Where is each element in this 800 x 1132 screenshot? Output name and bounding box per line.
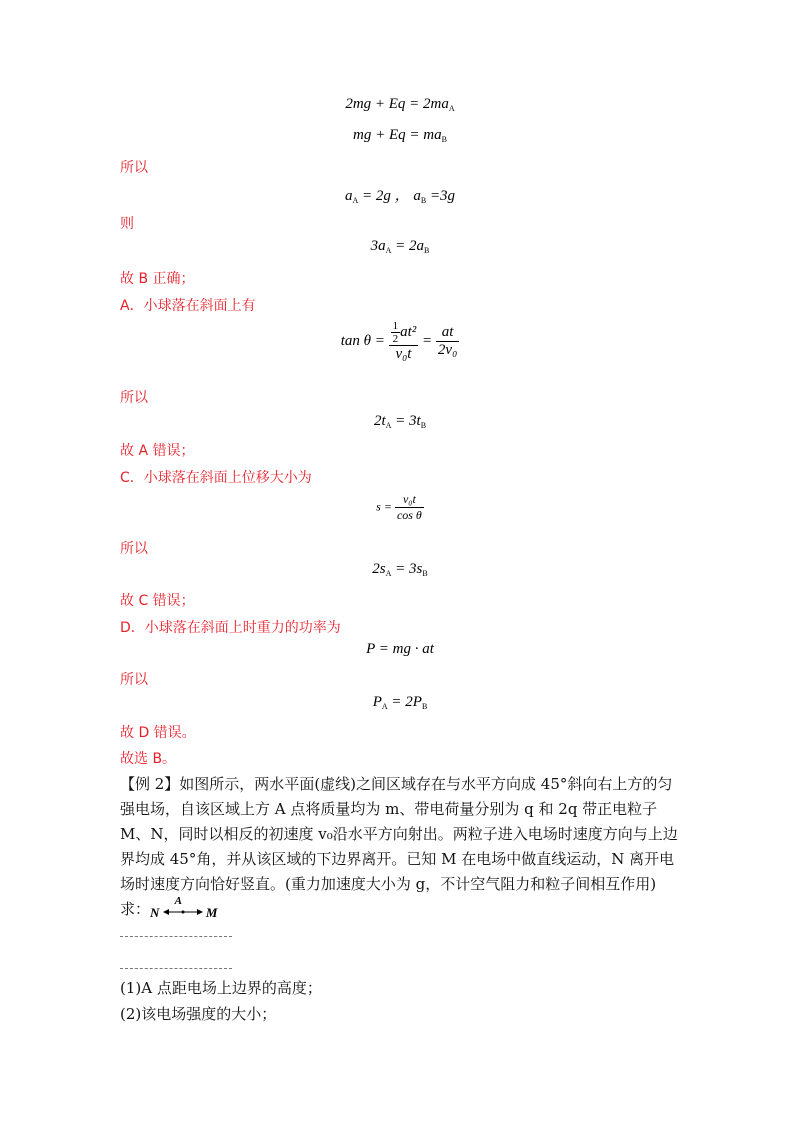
conclusion-d-wrong: 故 D 错误。 (120, 725, 196, 741)
double-arrow-icon (163, 907, 203, 917)
conclusion-c-wrong: 故 C 错误； (120, 593, 195, 609)
option-d-heading: D．小球落在斜面上时重力的功率为 (120, 620, 341, 636)
text-suoyi-4: 所以 (120, 672, 148, 688)
equation-s: s = $\frac{\text{v₀t}}{\text{cos θ}}$ (376, 492, 422, 522)
equation-1: $2mg + Eq = 2ma_A$ (345, 96, 455, 113)
figure-label-a: A (174, 895, 182, 907)
figure-label-n: N (150, 905, 160, 920)
equation-2: mg + $Eq = ma_B$ (353, 127, 447, 144)
text-suoyi-3: 所以 (120, 541, 148, 557)
option-a-heading: A．小球落在斜面上有 (120, 298, 256, 314)
conclusion-b-correct: 故 B 正确； (120, 271, 195, 287)
option-c-heading: C．小球落在斜面上位移大小为 (120, 470, 312, 486)
equation-4: $3a_A = 2a_B$ (370, 238, 430, 255)
figure-label-m: M (205, 905, 218, 920)
equation-8: $P_A = 2P_B$ (372, 694, 428, 711)
equation-7: P = mg · at (366, 641, 434, 657)
equation-6: $2s_A = 3s_B$ (372, 561, 428, 578)
conclusion-a-wrong: 故 A 错误； (120, 443, 195, 459)
text-ze: 则 (120, 216, 134, 232)
text-suoyi-1: 所以 (120, 160, 148, 176)
equation-3: $a_A = 2g$ ， $a_B =3g$ (344, 188, 456, 205)
field-lower-boundary (120, 968, 232, 969)
final-answer: 故选 B。 (120, 751, 177, 767)
field-upper-boundary (120, 936, 232, 937)
figure-particles (150, 895, 218, 921)
figure-arrows (163, 895, 203, 921)
text-suoyi-2: 所以 (120, 390, 148, 406)
equation-5: $2t_A = 3t_B$ (373, 413, 427, 430)
question-1: (1)A 点距电场上边界的高度； (120, 979, 322, 997)
question-2: (2)该电场强度的大小； (120, 1005, 277, 1023)
example-2-problem: 【例 2】如图所示，两水平面(虚线)之间区域存在与水平方向成 45°斜向右上方的匀强电场，自该区域上方 A 点将质量均为 m、带电荷量分别为 q 和 2q 带正电粒子 M、N，同时以相反的初速度 v₀沿水平方向射出。两粒子进入电场时速度方向与上边界均成 45°角，并从该区域的下边界离开。已知 M 在电场中做直线运动，N 离开电场时速度方向恰好竖直。(重力加速度大小为 g，不计空气阻力和粒子间相互作用)求： (120, 775, 678, 918)
equation-tan: tan θ = $\frac{1}{2}$ at² v₀t = $\frac{at}{\text{2v₀}}$ (340, 320, 458, 362)
